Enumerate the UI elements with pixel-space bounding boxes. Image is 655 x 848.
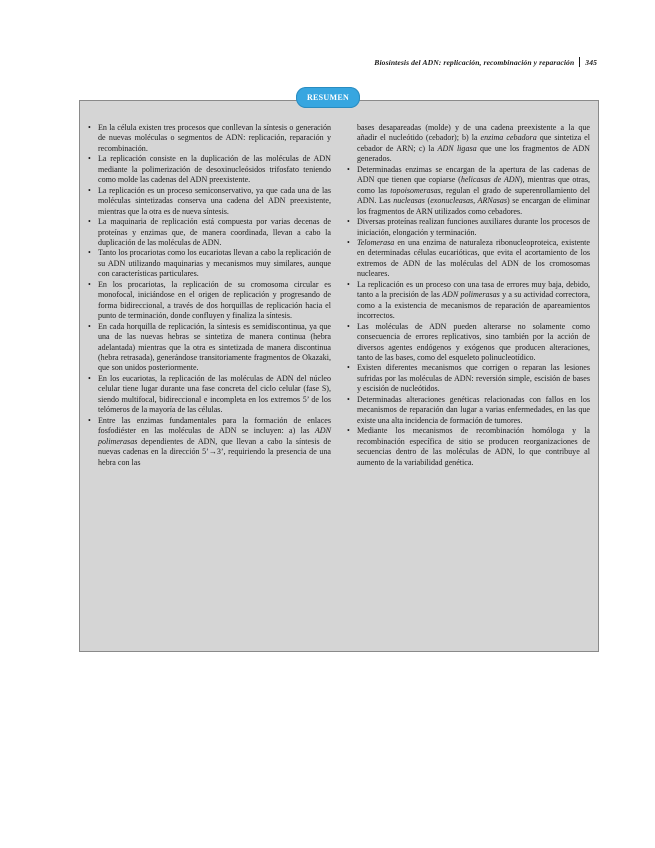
bullet-item: • La replicación es un proceso semiconservativo, ya que cada una de las moléculas sintetizadas conserva una cadena del ADN preexistente, mientras que la otra es de nueva síntesis. <box>88 186 331 217</box>
summary-badge: RESUMEN <box>296 87 360 108</box>
summary-right-column <box>347 123 590 468</box>
bullet-item: • Las moléculas de ADN pueden alterarse no solamente como consecuencia de errores replicativos, sino también por la acción de diversos agentes endógenos y exógenos que producen alteraciones, tanto de las bases, como del esqueleto polinucleotídico. <box>347 322 590 364</box>
bullet-item: • La maquinaria de replicación está compuesta por varias decenas de proteínas y enzimas que, de manera coordinada, llevan a cabo la duplicación de las moléculas de ADN. <box>88 217 331 248</box>
bullet-item: • En la célula existen tres procesos que conllevan la síntesis o generación de nuevas moléculas o segmentos de ADN: replicación, reparación y recombinación. <box>88 123 331 154</box>
bullet-item: • Mediante los mecanismos de recombinación homóloga y la recombinación específica de sitio se producen reorganizaciones de secuencias dentro de las moléculas de ADN, lo que contribuye al aumento de la variabilidad genética. <box>347 426 590 468</box>
bullet-item: • Diversas proteínas realizan funciones auxiliares durante los procesos de iniciación, elongación y terminación. <box>347 217 590 238</box>
bullet-item: • Tanto los procariotas como los eucariotas llevan a cabo la replicación de su ADN utilizando maquinarias y mecanismos muy similares, aunque con características particulares. <box>88 248 331 279</box>
running-title: Biosíntesis del ADN: replicación, recombinación y reparación <box>374 57 575 67</box>
right-bullet-list <box>347 123 590 468</box>
bullet-item: • Existen diferentes mecanismos que corrigen o reparan las lesiones sufridas por las moléculas de ADN: reversión simple, escisión de bases y escisión de nucleótidos. <box>347 363 590 394</box>
summary-columns <box>88 123 590 468</box>
page-number: 345 <box>585 57 597 67</box>
running-head <box>374 57 597 67</box>
bullet-item: • Telomerasa en una enzima de naturaleza ribonucleoproteica, existente en determinadas células eucarióticas, que evita el acortamiento de los extremos de ADN de las moléculas del ADN de los cromosomas nucleares. <box>347 238 590 280</box>
header-separator <box>579 57 580 67</box>
left-bullet-list <box>88 123 331 468</box>
bullet-item: • En los procariotas, la replicación de su cromosoma circular es monofocal, iniciándose en el origen de replicación y progresando de forma bidireccional, a través de dos horquillas de replicación hacia el punto de terminación, donde confluyen y finaliza la síntesis. <box>88 280 331 322</box>
bullet-item: • La replicación es un proceso con una tasa de errores muy baja, debido, tanto a la precisión de las ADN polimerasas y a su actividad correctora, como a la existencia de mecanismos de reparación de apareamientos incorrectos. <box>347 280 590 322</box>
bullet-continuation: bases desapareadas (molde) y de una cadena preexistente a la que añadir el nucleótido (cebador); b) la enzima cebadora que sintetiza el cebador de ARN; c) la ADN ligasa que une los fragmentos de ADN generados. <box>357 123 590 164</box>
bullet-item: • La replicación consiste en la duplicación de las moléculas de ADN mediante la polimerización de desoxinucleósidos trifosfato teniendo como molde las cadenas del ADN preexistente. <box>88 154 331 185</box>
bullet-item: • En cada horquilla de replicación, la síntesis es semidiscontinua, ya que una de las nuevas hebras se sintetiza de manera continua (hebra adelantada) mientras que la otra es sintetizada de manera discontinua (hebra retrasada), generándose transitoriamente fragmentos de Okazaki, que son unidos posteriormente. <box>88 322 331 374</box>
summary-left-column <box>88 123 331 468</box>
bullet-item: • Determinadas alteraciones genéticas relacionadas con fallos en los mecanismos de reparación dan lugar a varias enfermedades, en las que existe una alta incidencia de formación de tumores. <box>347 395 590 426</box>
bullet-item: • En los eucariotas, la replicación de las moléculas de ADN del núcleo celular tiene lugar durante una fase concreta del ciclo celular (fase S), siendo multifocal, bidireccional e incompleta en los extremos 5’ de los telómeros de la mayoría de las células. <box>88 374 331 416</box>
bullet-item: • Determinadas enzimas se encargan de la apertura de las cadenas de ADN que tienen que copiarse (helicasas de ADN), mientras que otras, como las topoisomerasas, regulan el grado de superenrollamiento del ADN. Las nucleasas (exonucleasas, ARNasas) se encargan de eliminar los fragmentos de ARN utilizados como cebadores. <box>347 165 590 217</box>
bullet-item: • Entre las enzimas fundamentales para la formación de enlaces fosfodiéster en las moléculas de ADN se incluyen: a) las ADN polimerasas dependientes de ADN, que llevan a cabo la síntesis de nuevas cadenas en la dirección 5’→3’, requiriendo la presencia de una hebra con las <box>88 416 331 468</box>
